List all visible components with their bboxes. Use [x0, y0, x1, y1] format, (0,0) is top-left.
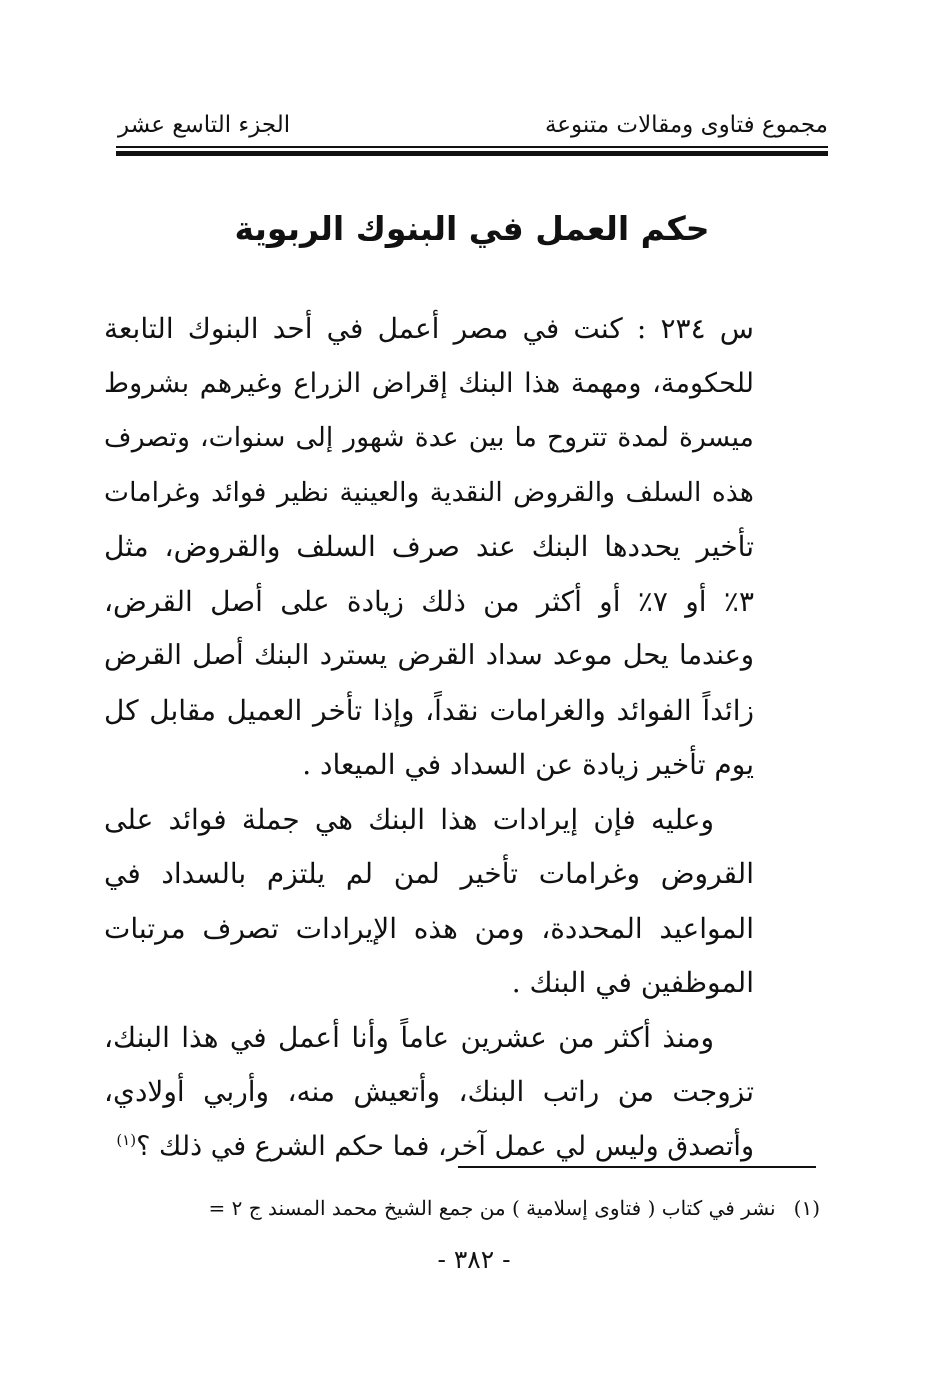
footnote-reference[interactable]: (١) — [116, 1130, 137, 1149]
article-title: حكم العمل في البنوك الربوية — [234, 209, 710, 248]
body-line: هذه السلف والقروض النقدية والعينية نظير فوائد وغرامات — [104, 476, 754, 508]
body-line: وعليه فإن إيرادات هذا البنك هي جملة فوائد على — [104, 802, 714, 836]
footnote-marker: (١) — [793, 1196, 820, 1220]
running-header — [112, 108, 828, 142]
body-line: ومنذ أكثر من عشرين عاماً وأنا أعمل في هذا البنك، — [104, 1020, 714, 1054]
page-number: - ٣٨٢ - — [437, 1245, 511, 1274]
body-line: تزوجت من راتب البنك، وأتعيش منه، وأربي أولادي، — [104, 1075, 754, 1108]
body-line-text: وأتصدق وليس لي عمل آخر، فما حكم الشرع في ذلك ؟ — [136, 1130, 754, 1162]
body-line: الموظفين في البنك . — [511, 966, 754, 999]
body-line: ٣٪ أو ٧٪ أو أكثر من ذلك زيادة على أصل القرض، — [104, 584, 754, 618]
footnote-separator — [458, 1166, 816, 1168]
body-line: زائداً الفوائد والغرامات نقداً، وإذا تأخر العميل مقابل كل — [104, 693, 754, 727]
body-line: القروض وغرامات تأخير لمن لم يلتزم بالسداد في — [104, 857, 754, 890]
header-rule-thick — [116, 151, 828, 156]
footnote — [90, 1192, 820, 1224]
book-title: مجموع فتاوى ومقالات متنوعة — [544, 112, 828, 138]
article-body — [104, 302, 754, 1174]
body-line: س ٢٣٤ : كنت في مصر أعمل في أحد البنوك التابعة — [104, 312, 754, 345]
body-line: المواعيد المحددة، ومن هذه الإيرادات تصرف مرتبات — [104, 911, 754, 945]
footnote-text: نشر في كتاب ( فتاوى إسلامية ) من جمع الشيخ محمد المسند ج ٢ = — [208, 1196, 776, 1220]
body-line: للحكومة، ومهمة هذا البنك إقراض الزراع وغيرهم بشروط — [104, 367, 754, 399]
body-line: تأخير يحددها البنك عند صرف السلف والقروض، مثل — [104, 530, 754, 563]
volume-label: الجزء التاسع عشر — [118, 112, 291, 138]
body-line: وعندما يحل موعد سداد القرض يسترد البنك أصل القرض — [104, 640, 754, 671]
body-line: يوم تأخير زيادة عن السداد في الميعاد . — [302, 748, 754, 781]
body-line: ميسرة لمدة تتروح ما بين عدة شهور إلى سنوات، وتصرف — [104, 422, 754, 453]
header-rule-thin — [116, 146, 828, 148]
